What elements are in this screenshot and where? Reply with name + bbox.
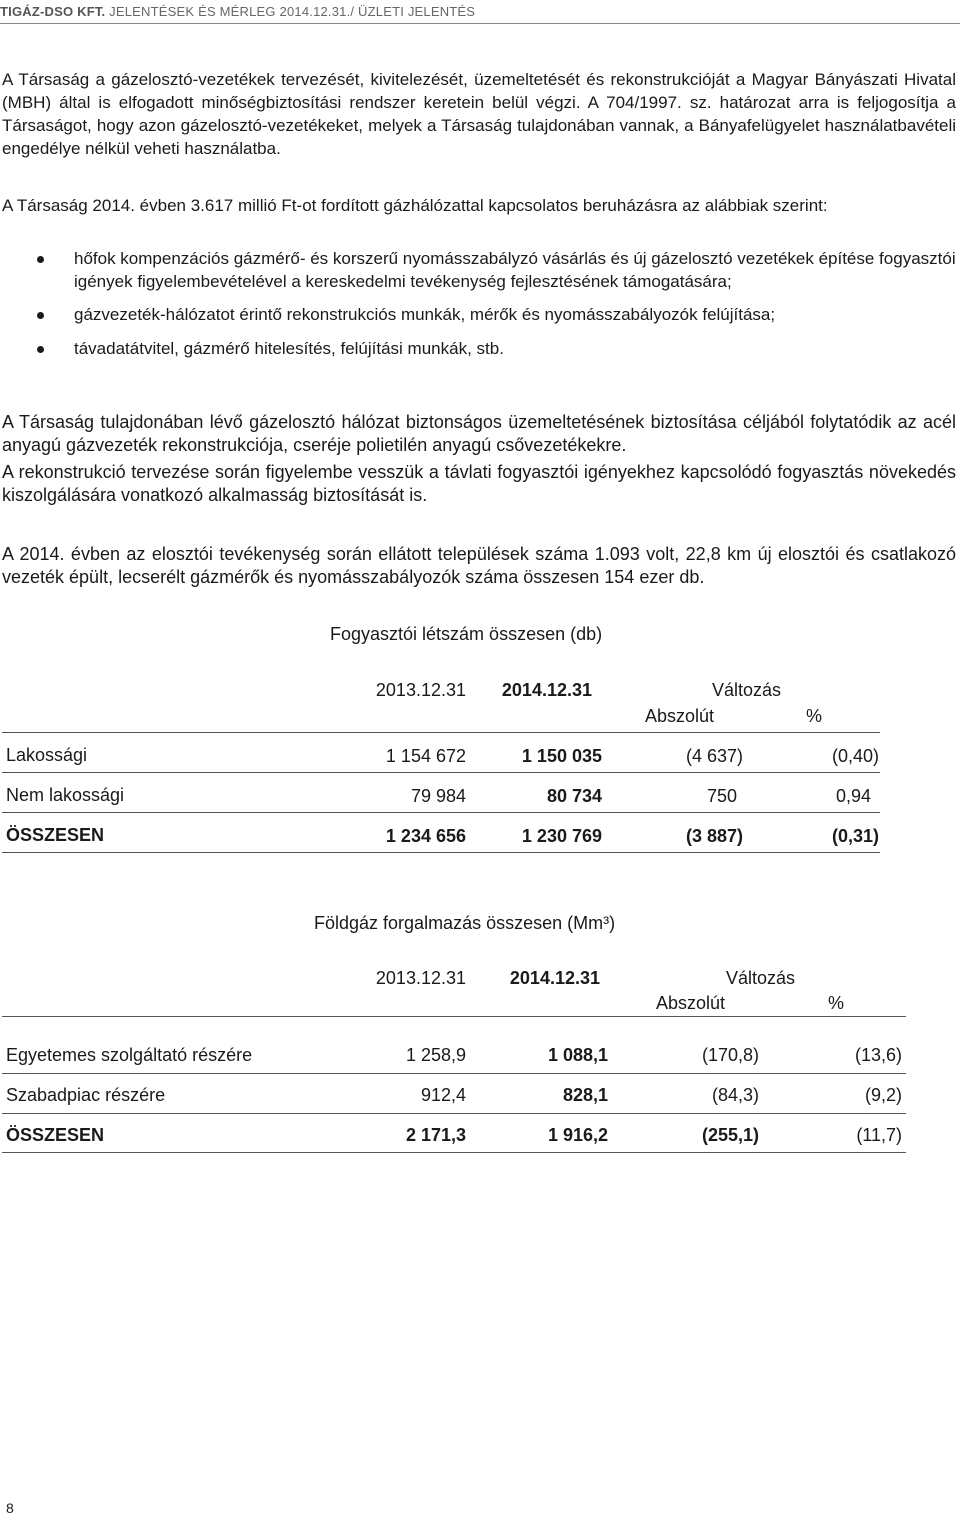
table2-row-y2: 828,1 [562,1085,608,1105]
table1-header-rule [2,732,880,733]
table2-header-pct: % [828,993,845,1013]
table2-row-pct: (9,2) [864,1085,902,1105]
header-divider [0,23,960,24]
header-title: JELENTÉSEK ÉS MÉRLEG 2014.12.31./ ÜZLETI JELENTÉS [105,4,476,19]
table2-row-label: Egyetemes szolgáltató részére [6,1045,253,1065]
table1-row-abs: (4 637) [685,746,743,766]
table1-row-pct: 0,94 [835,786,871,806]
table2-row-y1: 912,4 [420,1085,466,1105]
table1-header-change: Változás [712,680,782,700]
table1-row-label: Nem lakossági [6,785,125,805]
table2-row-abs: (255,1) [701,1125,759,1145]
document-header [0,4,475,19]
list-item-text: távadatátvitel, gázmérő hitelesítés, felújítási munkák, stb. [74,338,504,358]
list-item [2,338,956,361]
table1-row-rule [2,772,880,773]
paragraph-settlements: A 2014. évben az elosztói tevékenység során ellátott települések száma 1.093 volt, 22,8 km új elosztói és csatlakozó vezeték épült, lecserélt gázmérők és nyomásszabályozók száma összesen 154 ezer db. [2,544,956,587]
table1-row-rule [2,812,880,813]
table2-row-y1: 2 171,3 [405,1125,466,1145]
table2-row-rule [2,1113,906,1114]
list-item-text: hőfok kompenzációs gázmérő- és korszerű nyomásszabályzó vásárlás és új gázelosztó vezetékek építése fogyasztói igények figyelembevételével a kereskedelmi tevékenység fejlesztésének támogatására; [74,249,956,291]
paragraph-planning: A rekonstrukció tervezése során figyelembe vesszük a távlati fogyasztói igényekhez kapcsolódó fogyasztás növekedés kiszolgálására vonatkozó alkalmasság biztosítását is. [2,462,956,505]
table2-header-rule [2,1016,906,1017]
table1-row-abs: (3 887) [685,826,743,846]
list-item-text: gázvezeték-hálózatot érintő rekonstrukciós munkák, mérők és nyomásszabályozók felújítása; [74,305,776,324]
paragraph-investment: A Társaság 2014. évben 3.617 millió Ft-ot fordított gázhálózattal kapcsolatos beruházásra az alábbiak szerint: [2,196,828,215]
table1-row-label: ÖSSZESEN [6,825,105,845]
table1-row-y1: 79 984 [410,786,466,806]
table2-row-pct: (13,6) [854,1045,902,1065]
table2-row-label: ÖSSZESEN [6,1125,105,1145]
table2-header-abs: Abszolút [656,993,726,1013]
table1-row-label: Lakossági [6,745,88,765]
table2-row-label: Szabadpiac részére [6,1085,166,1105]
list-item [2,304,956,327]
header-company: TIGÁZ-DSO KFT. [0,4,106,19]
bullet-dot [37,312,44,319]
table2-row-rule [2,1073,906,1074]
table1-header-y1: 2013.12.31 [375,680,466,700]
table1-header-pct: % [806,706,823,726]
table1-row-pct: (0,31) [831,826,879,846]
table1-row-abs: 750 [706,786,737,806]
table1-row-y2: 1 230 769 [521,826,602,846]
table2-row-rule [2,1152,906,1153]
table2-row-abs: (170,8) [701,1045,759,1065]
table1-row-rule [2,852,880,853]
table2-header-y2: 2014.12.31 [509,968,600,988]
table1-row-pct: (0,40) [831,746,879,766]
list-item [2,248,956,293]
table1-row-y1: 1 154 672 [385,746,466,766]
table2-header-change: Változás [726,968,796,988]
table2-row-abs: (84,3) [711,1085,759,1105]
table2-header-y1: 2013.12.31 [375,968,466,988]
table2-title: Földgáz forgalmazás összesen (Mm³) [314,913,616,933]
table1-row-y1: 1 234 656 [385,826,466,846]
page-number: 8 [6,1500,14,1516]
table2-row-y2: 1 916,2 [547,1125,608,1145]
table2-row-pct: (11,7) [856,1125,902,1145]
paragraph-reconstruction: A Társaság tulajdonában lévő gázelosztó hálózat biztonságos üzemeltetésének biztosítása céljából folytatódik az acél anyagú gázvezeték rekonstrukciója, cseréje polietilén anyagú csővezetékekre. [2,412,956,455]
bullet-dot [37,256,44,263]
bullet-dot [37,346,44,353]
table1-header-abs: Abszolút [645,706,715,726]
table1-row-y2: 80 734 [546,786,602,806]
table2-row-y2: 1 088,1 [547,1045,608,1065]
paragraph-mbh: A Társaság a gázelosztó-vezetékek tervezését, kivitelezését, üzemeltetését és rekonstrukcióját a Magyar Bányászati Hivatal (MBH) által is elfogadott minőségbiztosítási rendszer keretein belül végzi. A 704/1997. sz. határozat arra is feljogosítja a Társaságot, hogy azon gázelosztó-vezetékeket, melyek a Társaság tulajdonában vannak, a Bányafelügyelet használatbavételi engedélye nélkül veheti használatba. [2,70,956,158]
table1-row-y2: 1 150 035 [521,746,602,766]
table1-header-y2: 2014.12.31 [501,680,592,700]
table1-title: Fogyasztói létszám összesen (db) [330,624,603,644]
table2-row-y1: 1 258,9 [405,1045,466,1065]
investment-list [2,248,956,360]
